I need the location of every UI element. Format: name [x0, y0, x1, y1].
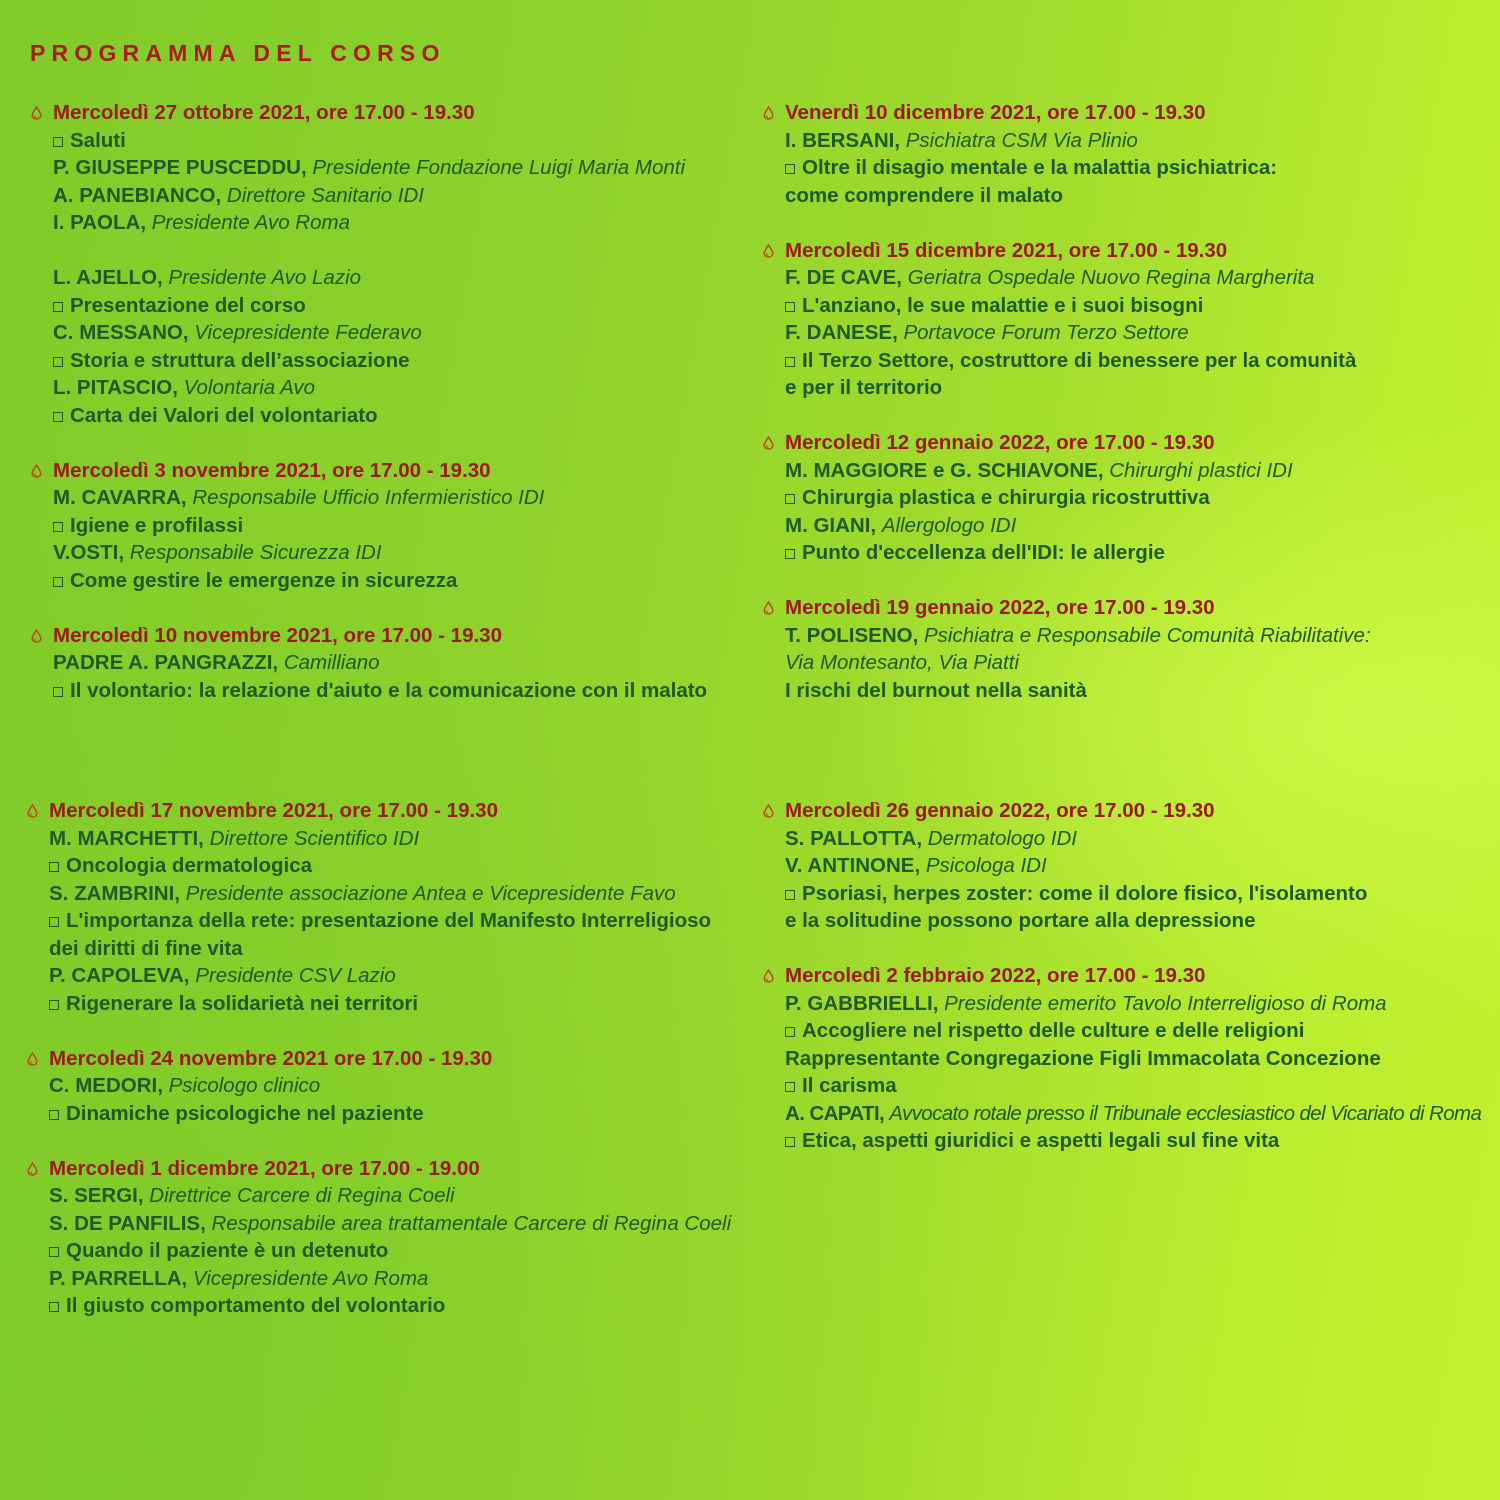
session-date-text: Mercoledì 2 febbraio 2022, ore 17.00 - 19.30: [785, 964, 1206, 987]
speaker-line: [49, 1210, 731, 1238]
session-date: [49, 797, 731, 825]
speaker-name: M. GIANI,: [785, 513, 877, 537]
speaker-line: [49, 825, 731, 853]
drop-bullet-icon: [763, 969, 774, 983]
speaker-line: [785, 127, 1371, 155]
session-date: [785, 594, 1371, 622]
speaker-role: Presidente Fondazione Luigi Maria Monti: [312, 156, 685, 179]
speaker-name: PADRE A. PANGRAZZI,: [53, 651, 279, 674]
speaker-line: [785, 825, 1481, 853]
topic-text: Accogliere nel rispetto delle culture e delle religioni: [802, 1019, 1305, 1042]
checkbox-bullet-icon: [49, 917, 59, 927]
topic-line: [53, 292, 707, 320]
speaker-name: L. AJELLO,: [53, 266, 163, 289]
speaker-name: P. GIUSEPPE PUSCEDDU,: [53, 156, 307, 179]
session-date: [785, 237, 1371, 265]
speaker-name: P. GABBRIELLI,: [785, 991, 939, 1015]
checkbox-bullet-icon: [53, 412, 63, 422]
topic-line: [53, 677, 707, 705]
topic-text: Dinamiche psicologiche nel paziente: [66, 1101, 424, 1125]
speaker-line: [49, 962, 731, 990]
session: [53, 457, 707, 595]
drop-bullet-icon: [763, 804, 774, 818]
checkbox-bullet-icon: [785, 494, 795, 504]
topic-text: Rigenerare la solidarietà nei territori: [66, 991, 419, 1015]
program-block-1: [53, 99, 707, 704]
speaker-line: [53, 182, 707, 210]
session: [785, 594, 1371, 704]
speaker-name: P. CAPOLEVA,: [49, 964, 190, 987]
topic-text: Come gestire le emergenze in sicurezza: [70, 568, 458, 592]
topic-text: L'anziano, le sue malattie e i suoi bisogni: [802, 293, 1204, 317]
speaker-name: A. PANEBIANCO,: [53, 183, 222, 207]
speaker-line: [785, 852, 1481, 880]
topic-line: [785, 292, 1371, 320]
speaker-name: S. DE PANFILIS,: [49, 1211, 206, 1235]
session: [49, 1045, 731, 1128]
speaker-line: [53, 264, 707, 292]
speaker-name: V. ANTINONE,: [785, 854, 921, 877]
speaker-line: [785, 264, 1371, 292]
speaker-role: Via Montesanto, Via Piatti: [785, 651, 1019, 674]
topic-line: [53, 567, 707, 595]
topic-line: [785, 1017, 1481, 1045]
checkbox-bullet-icon: [785, 1137, 795, 1147]
session: [53, 622, 707, 705]
session-date-text: Mercoledì 26 gennaio 2022, ore 17.00 - 19.30: [785, 799, 1215, 822]
topic-text: Etica, aspetti giuridici e aspetti legali sul fine vita: [802, 1129, 1280, 1152]
drop-bullet-icon: [27, 1052, 38, 1066]
drop-bullet-icon: [27, 804, 38, 818]
role-continuation: [785, 649, 1371, 677]
topic-line: [785, 154, 1371, 182]
checkbox-bullet-icon: [785, 164, 795, 174]
topic-text: L'importanza della rete: presentazione del Manifesto Interreligioso: [66, 909, 712, 932]
speaker-name: C. MEDORI,: [49, 1074, 163, 1097]
speaker-role: Responsabile Ufficio Infermieristico IDI: [192, 486, 545, 509]
drop-bullet-icon: [27, 1162, 38, 1176]
speaker-role: Geriatra Ospedale Nuovo Regina Margherita: [907, 266, 1315, 289]
text-line: Rappresentante Congregazione Figli Immacolata Concezione: [785, 1046, 1381, 1070]
speaker-role: Avvocato rotale presso il Tribunale ecclesiastico del Vicariato di Roma: [889, 1101, 1482, 1125]
session: [785, 99, 1371, 209]
speaker-line: [49, 1265, 731, 1293]
speaker-name: C. MESSANO,: [53, 321, 189, 344]
speaker-line: [53, 539, 707, 567]
speaker-line: [49, 880, 731, 908]
topic-text: Il Terzo Settore, costruttore di benessere per la comunità: [802, 348, 1357, 372]
speaker-role: Portavoce Forum Terzo Settore: [903, 321, 1189, 344]
speaker-role: Psicologa IDI: [925, 854, 1047, 877]
topic-line: [53, 127, 707, 155]
topic-line: [785, 1072, 1481, 1100]
checkbox-bullet-icon: [785, 302, 795, 312]
checkbox-bullet-icon: [49, 1247, 59, 1257]
session-date: [785, 429, 1371, 457]
checkbox-bullet-icon: [785, 549, 795, 559]
speaker-role: Vicepresidente Federavo: [194, 321, 422, 344]
session: [49, 1155, 731, 1320]
speaker-name: M. MARCHETTI,: [49, 826, 204, 850]
checkbox-bullet-icon: [785, 1082, 795, 1092]
checkbox-bullet-icon: [785, 890, 795, 900]
speaker-line: [49, 1182, 731, 1210]
speaker-role: Camilliano: [283, 651, 380, 674]
session-date-text: Mercoledì 3 novembre 2021, ore 17.00 - 19.30: [53, 458, 491, 482]
speaker-name: A. CAPATI,: [785, 1101, 885, 1125]
session-date-text: Mercoledì 10 novembre 2021, ore 17.00 - 19.30: [53, 623, 502, 647]
speaker-name: S. ZAMBRINI,: [49, 881, 180, 905]
speaker-name: I. BERSANI,: [785, 128, 901, 152]
speaker-line: [53, 154, 707, 182]
speaker-name: I. PAOLA,: [53, 211, 147, 234]
drop-bullet-icon: [763, 436, 774, 450]
speaker-line: [53, 649, 707, 677]
checkbox-bullet-icon: [53, 522, 63, 532]
topic-line: [49, 1237, 731, 1265]
checkbox-bullet-icon: [53, 357, 63, 367]
topic-text: Saluti: [70, 128, 126, 152]
topic-line: [53, 512, 707, 540]
speaker-line: [53, 319, 707, 347]
session: [785, 237, 1371, 402]
topic-line: [785, 484, 1371, 512]
speaker-role: Presidente Avo Roma: [151, 211, 350, 234]
topic-text: Storia e struttura dell’associazione: [70, 348, 410, 372]
text-line: dei diritti di fine vita: [49, 936, 243, 960]
speaker-role: Dermatologo IDI: [927, 826, 1078, 850]
speaker-role: Presidente emerito Tavolo Interreligioso di Roma: [944, 991, 1387, 1015]
drop-bullet-icon: [31, 629, 42, 643]
speaker-name: L. PITASCIO,: [53, 376, 178, 399]
checkbox-bullet-icon: [785, 357, 795, 367]
checkbox-bullet-icon: [53, 137, 63, 147]
speaker-name: M. CAVARRA,: [53, 486, 187, 509]
speaker-role: Direttore Scientifico IDI: [209, 826, 420, 850]
speaker-role: Responsabile Sicurezza IDI: [129, 541, 382, 564]
session-date-text: Venerdì 10 dicembre 2021, ore 17.00 - 19.30: [785, 101, 1206, 124]
text-line: e la solitudine possono portare alla depressione: [785, 909, 1256, 932]
session-date-text: Mercoledì 24 novembre 2021 ore 17.00 - 19.30: [49, 1046, 493, 1070]
topic-text: Quando il paziente è un detenuto: [66, 1239, 389, 1262]
speaker-role: Volontaria Avo: [183, 376, 316, 399]
checkbox-bullet-icon: [53, 687, 63, 697]
topic-line: [785, 539, 1371, 567]
topic-line: [53, 402, 707, 430]
speaker-role: Direttore Sanitario IDI: [226, 183, 424, 207]
speaker-line: [785, 512, 1371, 540]
program-block-4: [785, 797, 1481, 1155]
drop-bullet-icon: [763, 106, 774, 120]
topic-text: Il volontario: la relazione d'aiuto e la comunicazione con il malato: [70, 678, 708, 702]
session-date: [53, 99, 707, 127]
text-line: e per il territorio: [785, 376, 943, 399]
topic-line: [785, 347, 1371, 375]
topic-line: [785, 1127, 1481, 1155]
speaker-line: [53, 374, 707, 402]
session-date: [53, 622, 707, 650]
topic-text: Il carisma: [802, 1074, 897, 1097]
speaker-role: Presidente Avo Lazio: [168, 266, 362, 289]
topic-text: Chirurgia plastica e chirurgia ricostruttiva: [802, 486, 1210, 509]
speaker-role: Vicepresidente Avo Roma: [192, 1266, 429, 1290]
speaker-name: F. DE CAVE,: [785, 266, 902, 289]
topic-line: [53, 347, 707, 375]
session-date-text: Mercoledì 12 gennaio 2022, ore 17.00 - 19.30: [785, 431, 1215, 454]
session: [785, 962, 1481, 1155]
speaker-name: M. MAGGIORE e G. SCHIAVONE,: [785, 458, 1104, 482]
topic-text: Igiene e profilassi: [70, 513, 244, 537]
speaker-line: [53, 209, 707, 237]
speaker-name: P. PARRELLA,: [49, 1266, 188, 1290]
checkbox-bullet-icon: [49, 862, 59, 872]
speaker-role: Presidente associazione Antea e Vicepresidente Favo: [185, 881, 676, 905]
speaker-name: V.OSTI,: [53, 541, 125, 564]
speaker-role: Psichiatra CSM Via Plinio: [905, 128, 1138, 152]
drop-bullet-icon: [763, 244, 774, 258]
session: [53, 99, 707, 429]
speaker-line: [53, 484, 707, 512]
speaker-role: Psichiatra e Responsabile Comunità Riabilitative:: [923, 623, 1371, 647]
speaker-line: [785, 457, 1371, 485]
session-date-text: Mercoledì 15 dicembre 2021, ore 17.00 - 19.30: [785, 238, 1228, 262]
program-block-2: [785, 99, 1371, 704]
speaker-line: [785, 319, 1371, 347]
session-date-text: Mercoledì 27 ottobre 2021, ore 17.00 - 19.30: [53, 101, 475, 124]
topic-text: Carta dei Valori del volontariato: [70, 403, 378, 427]
topic-text: Presentazione del corso: [70, 293, 306, 317]
page-title: PROGRAMMA DEL CORSO: [30, 40, 446, 66]
session-date: [785, 99, 1371, 127]
session: [49, 797, 731, 1017]
session-date-text: Mercoledì 19 gennaio 2022, ore 17.00 - 19.30: [785, 596, 1215, 619]
text-line: I rischi del burnout nella sanità: [785, 678, 1087, 702]
topic-line: [49, 852, 731, 880]
session-date-text: Mercoledì 17 novembre 2021, ore 17.00 - 19.30: [49, 799, 498, 822]
checkbox-bullet-icon: [785, 1027, 795, 1037]
session-date: [49, 1045, 731, 1073]
topic-line: [49, 1292, 731, 1320]
speaker-role: Psicologo clinico: [168, 1074, 321, 1097]
drop-bullet-icon: [763, 601, 774, 615]
checkbox-bullet-icon: [49, 1000, 59, 1010]
speaker-role: Presidente CSV Lazio: [195, 964, 396, 987]
text-line: come comprendere il malato: [785, 183, 1063, 207]
session-date: [53, 457, 707, 485]
topic-text: Psoriasi, herpes zoster: come il dolore fisico, l'isolamento: [802, 881, 1368, 905]
speaker-name: S. PALLOTTA,: [785, 826, 923, 850]
drop-bullet-icon: [31, 106, 42, 120]
session: [785, 797, 1481, 935]
topic-text: Oltre il disagio mentale e la malattia psichiatrica:: [802, 156, 1278, 179]
checkbox-bullet-icon: [49, 1110, 59, 1120]
speaker-name: T. POLISENO,: [785, 623, 919, 647]
topic-line: [49, 907, 731, 935]
session: [785, 429, 1371, 567]
speaker-role: Direttrice Carcere di Regina Coeli: [149, 1184, 455, 1207]
speaker-name: S. SERGI,: [49, 1184, 144, 1207]
topic-line: [49, 990, 731, 1018]
checkbox-bullet-icon: [53, 577, 63, 587]
speaker-line: [785, 1100, 1481, 1128]
speaker-role: Responsabile area trattamentale Carcere di Regina Coeli: [211, 1211, 732, 1235]
checkbox-bullet-icon: [49, 1302, 59, 1312]
topic-text: Oncologia dermatologica: [66, 854, 313, 877]
topic-line: [785, 880, 1481, 908]
speaker-line: [49, 1072, 731, 1100]
topic-line: [49, 1100, 731, 1128]
speaker-name: F. DANESE,: [785, 321, 898, 344]
session-date-text: Mercoledì 1 dicembre 2021, ore 17.00 - 19.00: [49, 1156, 480, 1180]
program-block-3: [49, 797, 731, 1320]
speaker-role: Chirurghi plastici IDI: [1109, 458, 1293, 482]
speaker-line: [785, 990, 1481, 1018]
topic-text: Punto d'eccellenza dell'IDI: le allergie: [802, 541, 1165, 564]
spacer: [53, 237, 707, 265]
session-date: [785, 962, 1481, 990]
checkbox-bullet-icon: [53, 302, 63, 312]
speaker-role: Allergologo IDI: [881, 513, 1017, 537]
topic-text: Il giusto comportamento del volontario: [66, 1294, 446, 1317]
session-date: [785, 797, 1481, 825]
speaker-line: [785, 622, 1371, 650]
session-date: [49, 1155, 731, 1183]
drop-bullet-icon: [31, 464, 42, 478]
